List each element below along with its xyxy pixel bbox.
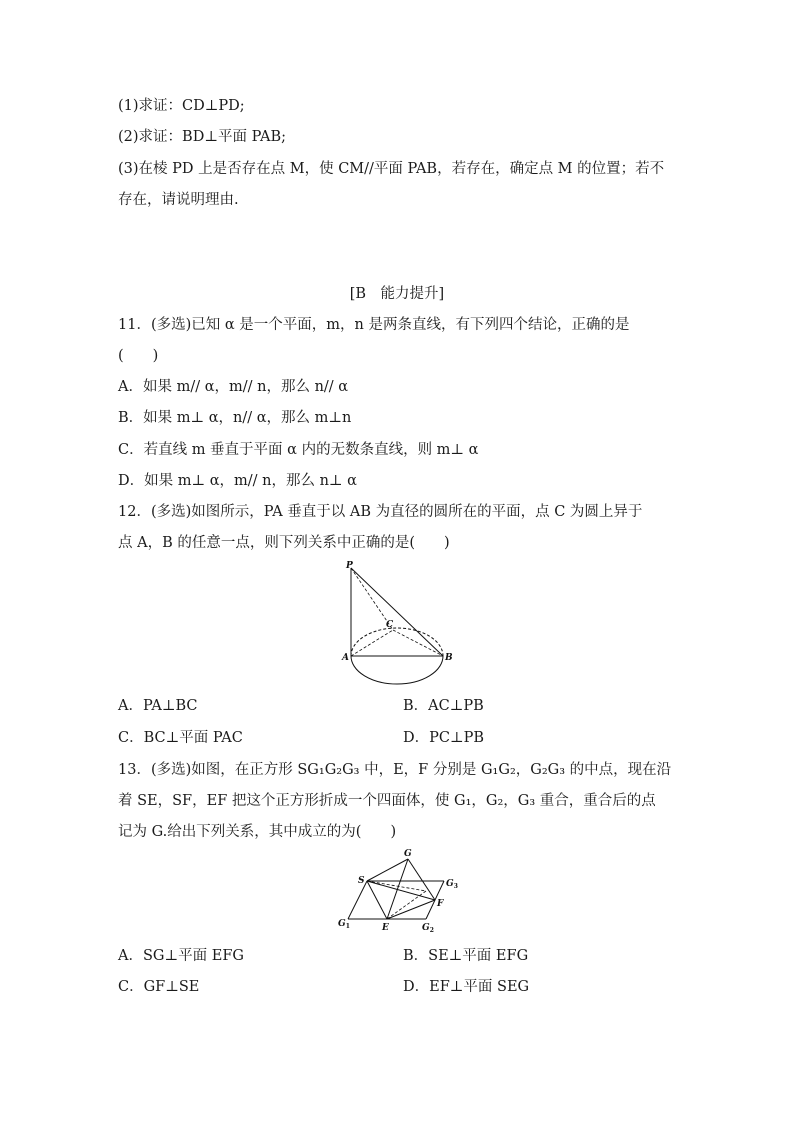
q13-option-a: A．SG⊥平面 EFG [118,948,244,964]
q12-stem-line1: 12．(多选)如图所示，PA 垂直于以 AB 为直径的圆所在的平面，点 C 为圆上异于 [118,504,643,520]
q13-stem-line1: 13．(多选)如图，在正方形 SG₁G₂G₃ 中，E，F 分别是 G₁G₂，G₂G₃ 的中点，现在沿 [118,762,672,778]
q13-option-d: D．EF⊥平面 SEG [403,979,530,995]
label-g2: $G_2$ [422,923,434,934]
label-g3: $G_3$ [446,879,458,890]
label-b: B [445,653,453,663]
q11-option-a: A．如果 m// α，m// n，那么 n// α [118,379,349,395]
edge-ac [351,630,393,656]
q12-option-d: D．PC⊥PB [403,730,485,746]
label-p: P [346,561,353,571]
q12-option-c: C．BC⊥平面 PAC [118,730,243,746]
question-part-1: (1)求证：CD⊥PD; [118,98,245,114]
circle-front-arc [351,656,443,684]
label-e: E [382,923,389,933]
label-c: C [386,620,394,630]
edge-pb [351,568,443,656]
q11-stem-line1: 11．(多选)已知 α 是一个平面，m，n 是两条直线，有下列四个结论，正确的是 [118,317,630,333]
label-a: A [342,653,349,663]
question-part-2: (2)求证：BD⊥平面 PAB; [118,129,287,145]
q12-stem-line2: 点 A，B 的任意一点，则下列关系中正确的是( ) [118,535,450,551]
circle-back-arc [351,628,443,656]
edge-g1-s [348,881,367,919]
q12-option-a: A．PA⊥BC [118,698,198,714]
q11-stem-line2: ( ) [118,348,159,364]
label-f: F [437,899,444,909]
q13-option-b: B．SE⊥平面 EFG [403,948,529,964]
label-g: G [404,849,412,859]
q13-option-c: C．GF⊥SE [118,979,200,995]
label-s: S [358,876,365,886]
q12-figure [336,558,460,690]
edge-se [367,881,387,919]
label-g1: $G_1$ [338,919,350,930]
section-heading: [B 能力提升] [349,286,445,302]
question-part-3-line1: (3)在棱 PD 上是否存在点 M，使 CM//平面 PAB，若存在，确定点 M 的位置；若不 [118,161,665,177]
q13-stem-line3: 记为 G.给出下列关系，其中成立的为( ) [118,824,397,840]
question-part-3-line2: 存在，请说明理由. [118,192,239,208]
edge-bc [393,630,443,656]
q13-stem-line2: 着 SE，SF，EF 把这个正方形折成一个四面体，使 G₁，G₂，G₃ 重合，重合后的点 [118,793,656,809]
hidden-line-2 [387,891,426,919]
q12-option-b: B．AC⊥PB [403,698,484,714]
q11-option-d: D．如果 m⊥ α，m// n，那么 n⊥ α [118,473,357,489]
q11-option-b: B．如果 m⊥ α，n// α，那么 m⊥n [118,410,352,426]
q13-figure [330,845,470,937]
edge-ge [387,859,408,919]
q11-option-c: C．若直线 m 垂直于平面 α 内的无数条直线，则 m⊥ α [118,442,479,458]
